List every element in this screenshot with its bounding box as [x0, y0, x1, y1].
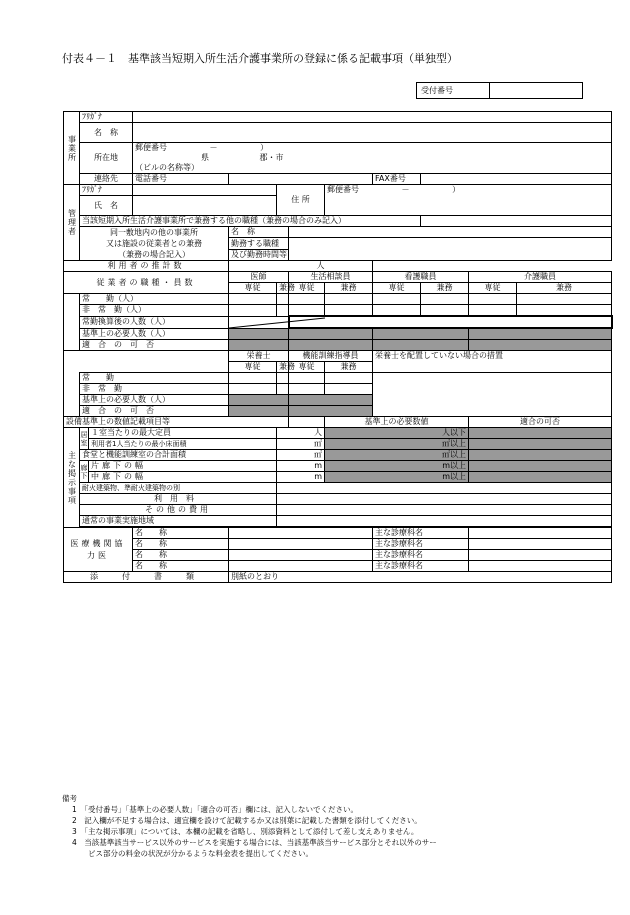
- corridor-single-unit: m: [314, 461, 322, 470]
- staff-label: 従業者の職種・員数: [64, 272, 229, 294]
- corridor-single-required: m以上: [325, 461, 469, 472]
- nurse-kenmu: 兼務: [421, 283, 469, 294]
- note-item-4-cont: ビス部分の料金の状況が分かるような料金表を提出してください。: [88, 849, 313, 858]
- fireproof-label: 耐火建築物、準耐火建築物の別: [80, 483, 277, 494]
- corridor-single-label: 片廊下の幅: [89, 461, 277, 472]
- same-site-line-2: 又は施設の従業者との兼務: [106, 239, 202, 248]
- room-area-field[interactable]: [277, 439, 325, 450]
- manager-duty-field[interactable]: [289, 238, 612, 261]
- counselor-senju: 専従: [289, 283, 325, 294]
- manager-other-job-label: 当該短期入所生活介護事業所で兼務する他の職種（兼務の場合のみ記入）: [80, 216, 421, 227]
- office-postal-paren: ）: [260, 143, 269, 152]
- staff-row-converted: 常勤換算後の人数（人）: [80, 316, 229, 328]
- office-building-row[interactable]: [133, 163, 612, 174]
- caregiver-senju: 専従: [469, 283, 517, 294]
- office-postal-dash: －: [209, 143, 218, 152]
- service-area-field[interactable]: [277, 516, 612, 527]
- nurse-senju: 専従: [373, 283, 421, 294]
- office-contact-label: 連絡先: [80, 174, 133, 185]
- office-furigana-field[interactable]: [133, 112, 612, 123]
- office-phone-field[interactable]: [229, 174, 373, 185]
- converted-count-field[interactable]: [289, 316, 612, 328]
- medical-name-field-1[interactable]: [229, 528, 373, 539]
- corridor-middle-required: m以上: [325, 472, 469, 483]
- note-item-1: 1 「受付番号」「基準上の必要人数」「適合の可否」欄には、記入しないでください。: [72, 805, 359, 814]
- room-max-label: １室当たりの最大定員: [89, 428, 277, 439]
- users-estimate-label: 利用者の推計数: [64, 261, 229, 272]
- role-trainer: 機能訓練指導員: [289, 351, 373, 362]
- medical-name-label-4: 名 称: [133, 561, 229, 572]
- manager-site-name-field[interactable]: [289, 227, 612, 238]
- office-fax-field[interactable]: [421, 174, 612, 185]
- manager-postal-paren: ）: [452, 185, 461, 195]
- role-dietitian: 栄養士: [229, 351, 289, 362]
- fee-field[interactable]: [277, 494, 612, 505]
- caregiver-kenmu: 兼務: [517, 283, 612, 294]
- office-name-field[interactable]: [133, 123, 612, 143]
- manager-site-name-label: 名 称: [229, 227, 289, 238]
- manager-furigana-field[interactable]: [133, 185, 277, 196]
- corridor-middle-label: 中廊下の幅: [89, 472, 277, 483]
- receipt-number-field[interactable]: [490, 83, 583, 99]
- staff-row-fulltime: 常 勤（人）: [80, 294, 229, 305]
- role-nurse: 看護職員: [373, 272, 469, 283]
- corridor-middle-unit: m: [314, 472, 322, 481]
- role-counselor: 生活相談員: [289, 272, 373, 283]
- room-max-field[interactable]: [277, 428, 325, 439]
- dietitian-note-field[interactable]: [373, 373, 612, 417]
- role-caregiver: 介護職員: [469, 272, 612, 283]
- fireproof-field[interactable]: [277, 483, 612, 494]
- staff-row-adequacy: 適 合 の 可 否: [80, 340, 229, 351]
- manager-residence-label: 住 所: [277, 185, 325, 216]
- office-pref-label: 県: [201, 153, 209, 162]
- receipt-label: 受付番号: [417, 83, 490, 99]
- manager-address-field[interactable]: [325, 196, 612, 216]
- doctor-senju: 専従: [229, 283, 277, 294]
- medical-dept-field-1[interactable]: [469, 528, 612, 539]
- dining-required: ㎡以上: [325, 450, 469, 461]
- manager-duty-label-1: 勤務する職種: [229, 238, 289, 250]
- staff2-row-required: 基準上の必要人数（人）: [80, 395, 229, 406]
- office-name-label: 名 称: [80, 123, 133, 143]
- medical-name-label-2: 名 称: [133, 539, 229, 550]
- staff-row-parttime: 非 常 勤（人）: [80, 305, 229, 317]
- room-label: 居室: [80, 428, 89, 450]
- office-postal-label: 郵便番号: [135, 143, 167, 152]
- manager-name-label: 氏 名: [80, 196, 133, 216]
- medical-dept-label-2: 主な診療科名: [373, 539, 469, 550]
- corridor-middle-field[interactable]: [277, 472, 325, 483]
- manager-postal-label: 郵便番号: [327, 185, 359, 195]
- corridor-single-field[interactable]: [277, 461, 325, 472]
- registration-form-table: [63, 111, 613, 583]
- office-address-label: 所在地: [80, 143, 133, 174]
- other-fee-label: その他の費用: [80, 505, 277, 516]
- counselor-kenmu: 兼務: [325, 283, 373, 294]
- manager-other-job-field[interactable]: [421, 216, 612, 227]
- service-area-label: 通常の事業実施地域: [80, 516, 277, 527]
- office-address-row[interactable]: [133, 153, 612, 163]
- medical-name-label-3: 名 称: [133, 550, 229, 561]
- dining-label: 食堂と機能訓練室の合計面積: [80, 450, 277, 461]
- receipt-box: [416, 82, 583, 99]
- staff2-row-adequacy: 適 合 の 可 否: [80, 406, 229, 417]
- manager-section-label: 管理者: [64, 185, 80, 261]
- room-max-unit: 人: [314, 428, 322, 437]
- office-city-label: 郡・市: [259, 153, 284, 162]
- manager-same-site-label: [80, 227, 229, 261]
- main-items-label: 主な掲示事項: [64, 428, 80, 528]
- manager-postal-row[interactable]: [325, 185, 612, 196]
- office-building-label: （ビルの名称等）: [135, 163, 199, 172]
- dining-field[interactable]: [277, 450, 325, 461]
- form-title: 付表４－１ 基準該当短期入所生活介護事業所の登録に係る記載事項（単独型）: [62, 52, 458, 65]
- other-fee-field[interactable]: [277, 505, 612, 516]
- manager-furigana-label: ﾌﾘｶﾞﾅ: [80, 185, 133, 196]
- facility-required-header: 基準上の必要数値: [325, 417, 469, 428]
- medical-dept-field-2[interactable]: [469, 539, 612, 550]
- room-area-unit: ㎡: [314, 439, 322, 448]
- role-doctor: 医師: [229, 272, 289, 283]
- staff-row-required: 基準上の必要人数（人）: [80, 328, 229, 340]
- facility-adequacy-header: 適合の可否: [469, 417, 612, 428]
- attachments-label: 添 付 書 類: [64, 572, 229, 583]
- medical-name-field-2[interactable]: [229, 539, 373, 550]
- medical-name-field-4[interactable]: [229, 561, 373, 572]
- note-item-2: 2 記入欄が不足する場合は、適宜欄を設けて記載するか又は別葉に記載した書類を添付してください。: [72, 816, 422, 825]
- fee-label: 利用料: [80, 494, 277, 505]
- doctor-kenmu: 兼務: [277, 283, 289, 294]
- note-item-4: 4 当該基準該当サービス以外のサービスを実施する場合には、当該基準該当サービス部分とそれ以外のサー: [72, 838, 437, 847]
- medical-label: 医療機関協力医: [64, 528, 133, 572]
- office-section-label: 事業所: [64, 112, 80, 185]
- staff2-row-parttime: 非 常 勤: [80, 384, 229, 395]
- notes-heading: 備考: [62, 794, 77, 803]
- manager-duty-label-2: 及び勤務時間等: [229, 250, 289, 261]
- office-fax-label: FAX番号: [373, 174, 421, 185]
- staff2-row-fulltime: 常 勤: [80, 373, 229, 384]
- office-furigana-label: ﾌﾘｶﾞﾅ: [80, 112, 133, 123]
- dietitian-senju: 専従: [229, 362, 277, 373]
- converted-doctor-cell: [229, 316, 289, 328]
- medical-dept-label-4: 主な診療科名: [373, 561, 469, 572]
- corridor-label: 廊下: [80, 461, 89, 483]
- office-phone-label: 電話番号: [133, 174, 229, 185]
- room-area-required: ㎡以上: [325, 439, 469, 450]
- medical-name-field-3[interactable]: [229, 550, 373, 561]
- same-site-line-3: （兼務の場合記入）: [118, 250, 190, 259]
- medical-dept-field-4[interactable]: [469, 561, 612, 572]
- trainer-senju: 専従: [289, 362, 325, 373]
- users-spacer: [373, 261, 612, 272]
- dietitian-note: 栄養士を配置していない場合の措置: [373, 351, 612, 373]
- room-max-required: 人以下: [325, 428, 469, 439]
- room-area-label: 利用者1人当たりの最小床面積: [89, 439, 277, 450]
- notes-section: [62, 793, 437, 859]
- medical-dept-label-1: 主な診療科名: [373, 528, 469, 539]
- dietitian-kenmu: 兼務: [277, 362, 289, 373]
- manager-name-field[interactable]: [133, 196, 277, 216]
- users-estimate-field[interactable]: [229, 261, 373, 272]
- trainer-kenmu: 兼務: [325, 362, 373, 373]
- dining-unit: ㎡: [314, 450, 322, 459]
- medical-name-label-1: 名 称: [133, 528, 229, 539]
- users-unit: 人: [316, 261, 325, 270]
- attachments-value: 別紙のとおり: [229, 572, 612, 583]
- same-site-line-1: 同一敷地内の他の事業所: [110, 228, 198, 237]
- note-item-3: 3 「主な掲示事項」については、本欄の記載を省略し、別添資料として添付して差し支えありません。: [72, 827, 419, 836]
- manager-postal-dash: －: [401, 185, 410, 195]
- medical-dept-field-3[interactable]: [469, 550, 612, 561]
- facility-header: 設備基準上の数値記載項目等: [64, 417, 289, 428]
- office-postal-row[interactable]: [133, 143, 612, 154]
- medical-dept-label-3: 主な診療科名: [373, 550, 469, 561]
